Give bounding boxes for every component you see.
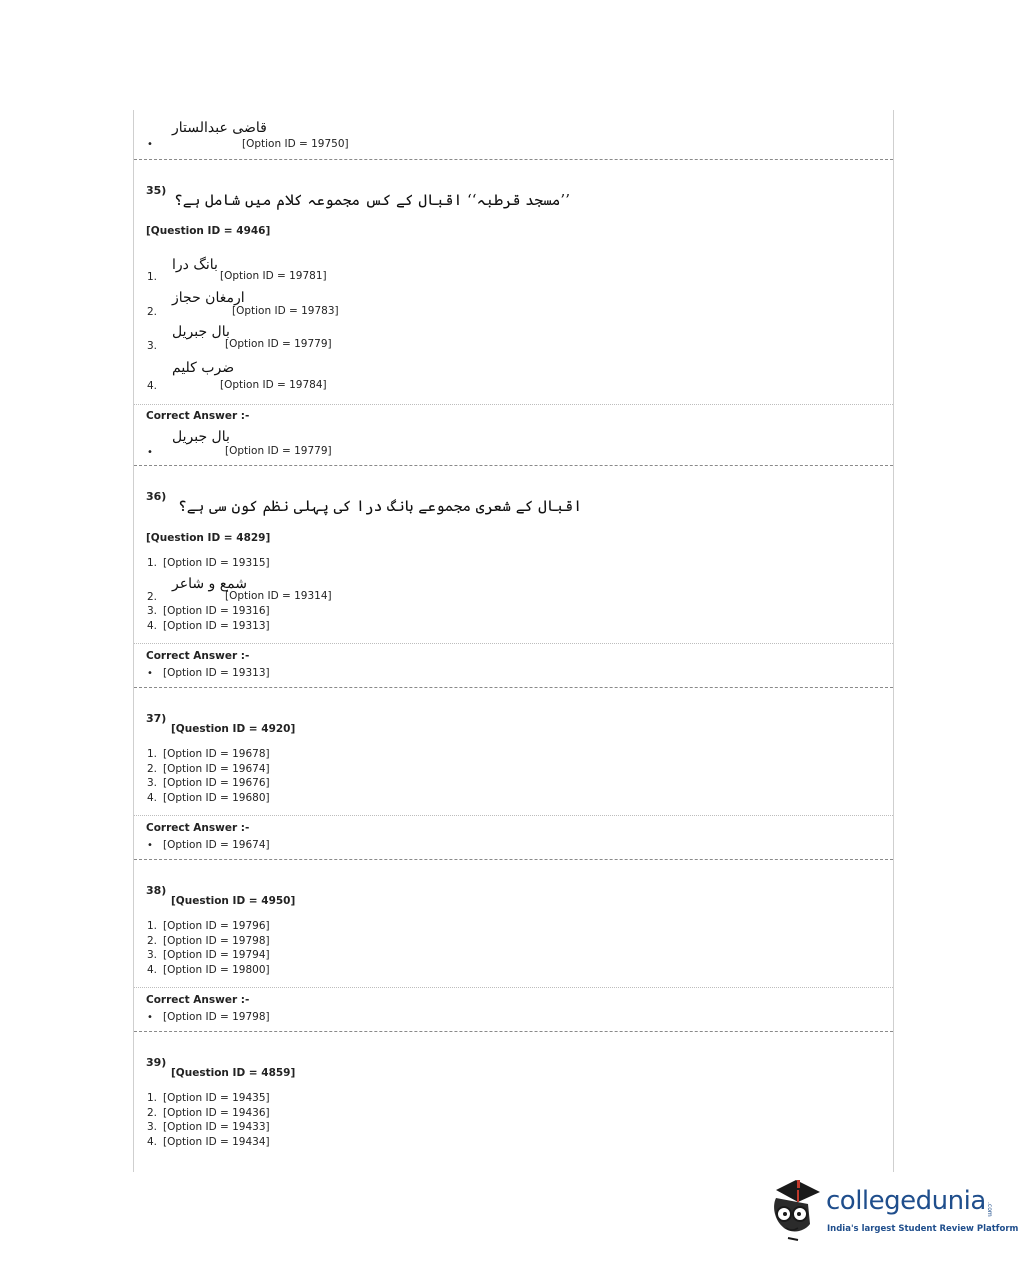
option-id: [Option ID = 19798] [163,1011,270,1023]
option-number: 4. [147,620,158,632]
question-id: [Question ID = 4946] [146,225,271,237]
option-urdu-text: بال جبریل [172,324,230,340]
correct-answer-36 [134,644,893,688]
option-row [147,777,270,789]
question-id: [Question ID = 4920] [171,723,296,735]
logo-brand-text: collegedunia [826,1186,986,1216]
option-id: [Option ID = 19779] [225,338,332,350]
option-number: 2. [147,935,158,947]
option-number: 4. [147,792,158,804]
option-number: 1. [147,920,158,932]
option-id: [Option ID = 19313] [163,620,270,632]
correct-option-row [147,839,270,851]
option-urdu-text: شمع و شاعر [172,576,248,592]
question-39 [134,1032,893,1162]
option-row [147,763,270,775]
option-id: [Option ID = 19316] [163,605,270,617]
question-urdu-text: اقبال کے شعری مجموعے بانگ درا کی پہلی نظم کون سی ہے؟ [178,497,583,515]
option-id: [Option ID = 19314] [225,590,332,602]
correct-answer-38 [134,988,893,1032]
option-number: 3. [147,1121,158,1133]
option-row [147,920,270,932]
mascot-icon [768,1176,826,1246]
bullet: • [147,1012,153,1023]
option-id: [Option ID = 19434] [163,1136,270,1148]
option-id: [Option ID = 19674] [163,763,270,775]
option-id: [Option ID = 19783] [232,305,339,317]
option-urdu-text: ارمغان حجاز [172,290,245,306]
option-number: 2. [147,306,158,318]
option-number: 4. [147,964,158,976]
correct-answer-37 [134,816,893,860]
option-row [147,792,270,804]
question-35 [134,160,893,405]
option-id: [Option ID = 19794] [163,949,270,961]
question-id: [Question ID = 4859] [171,1067,296,1079]
option-id: [Option ID = 19680] [163,792,270,804]
option-number: 3. [147,605,158,617]
option-id: [Option ID = 19315] [163,557,270,569]
option-number: 3. [147,777,158,789]
correct-answer-label: Correct Answer :- [146,650,250,662]
option-row [147,605,270,617]
option-id: [Option ID = 19678] [163,748,270,760]
option-urdu-text: بانگ درا [172,257,218,273]
option-id: [Option ID = 19436] [163,1107,270,1119]
option-id: [Option ID = 19313] [163,667,270,679]
option-row [147,1136,270,1148]
option-row [147,1107,270,1119]
correct-option-row [147,1011,270,1023]
correct-answer-label: Correct Answer :- [146,822,250,834]
option-id: [Option ID = 19433] [163,1121,270,1133]
option-number: 1. [147,557,158,569]
option-number: 1. [147,1092,158,1104]
option-urdu-text: ضرب کلیم [172,360,235,376]
correct-answer-label: Correct Answer :- [146,994,250,1006]
option-number: 3. [147,340,158,352]
question-38 [134,860,893,988]
question-urdu-text: ’’مسجد قرطبہ‘‘ اقبال کے کس مجموعہ کلام میں شامل ہے؟ [174,191,570,209]
question-36 [134,466,893,644]
question-number: 39) [146,1056,167,1069]
question-number: 36) [146,490,167,503]
bullet: • [147,447,153,458]
question-number: 37) [146,712,167,725]
option-number: 2. [147,591,158,603]
option-number: 1. [147,748,158,760]
option-id: [Option ID = 19674] [163,839,270,851]
option-urdu-text: قاضی عبدالستار [172,120,267,136]
option-row [147,620,270,632]
question-id: [Question ID = 4950] [171,895,296,907]
bullet: • [147,840,153,851]
option-row [147,1121,270,1133]
option-row [147,748,270,760]
bullet: • [147,668,153,679]
question-37 [134,688,893,816]
option-id: [Option ID = 19779] [225,445,332,457]
option-urdu-text: بال جبریل [172,429,230,445]
option-row [147,1092,270,1104]
option-row [147,964,270,976]
option-id: [Option ID = 19781] [220,270,327,282]
option-row [147,557,270,569]
option-id: [Option ID = 19796] [163,920,270,932]
option-number: 4. [147,1136,158,1148]
logo-dotcom-text: .com [986,1202,993,1217]
question-paper-page [133,110,894,1172]
option-id: [Option ID = 19435] [163,1092,270,1104]
option-number: 4. [147,380,158,392]
option-number: 3. [147,949,158,961]
correct-option-row [147,667,270,679]
option-id: [Option ID = 19798] [163,935,270,947]
option-id: [Option ID = 19750] [242,138,349,150]
option-number: 1. [147,271,158,283]
correct-answer-label: Correct Answer :- [146,410,250,422]
collegedunia-logo [768,1176,1019,1246]
option-row [147,935,270,947]
bullet: • [147,139,153,150]
option-id: [Option ID = 19800] [163,964,270,976]
question-number: 38) [146,884,167,897]
option-number: 2. [147,1107,158,1119]
question-id: [Question ID = 4829] [146,532,271,544]
option-id: [Option ID = 19784] [220,379,327,391]
option-id: [Option ID = 19676] [163,777,270,789]
previous-question-tail [134,110,893,160]
question-number: 35) [146,184,167,197]
option-row [147,949,270,961]
option-number: 2. [147,763,158,775]
logo-tagline: India's largest Student Review Platform [827,1224,1019,1234]
correct-answer-35 [134,405,893,466]
